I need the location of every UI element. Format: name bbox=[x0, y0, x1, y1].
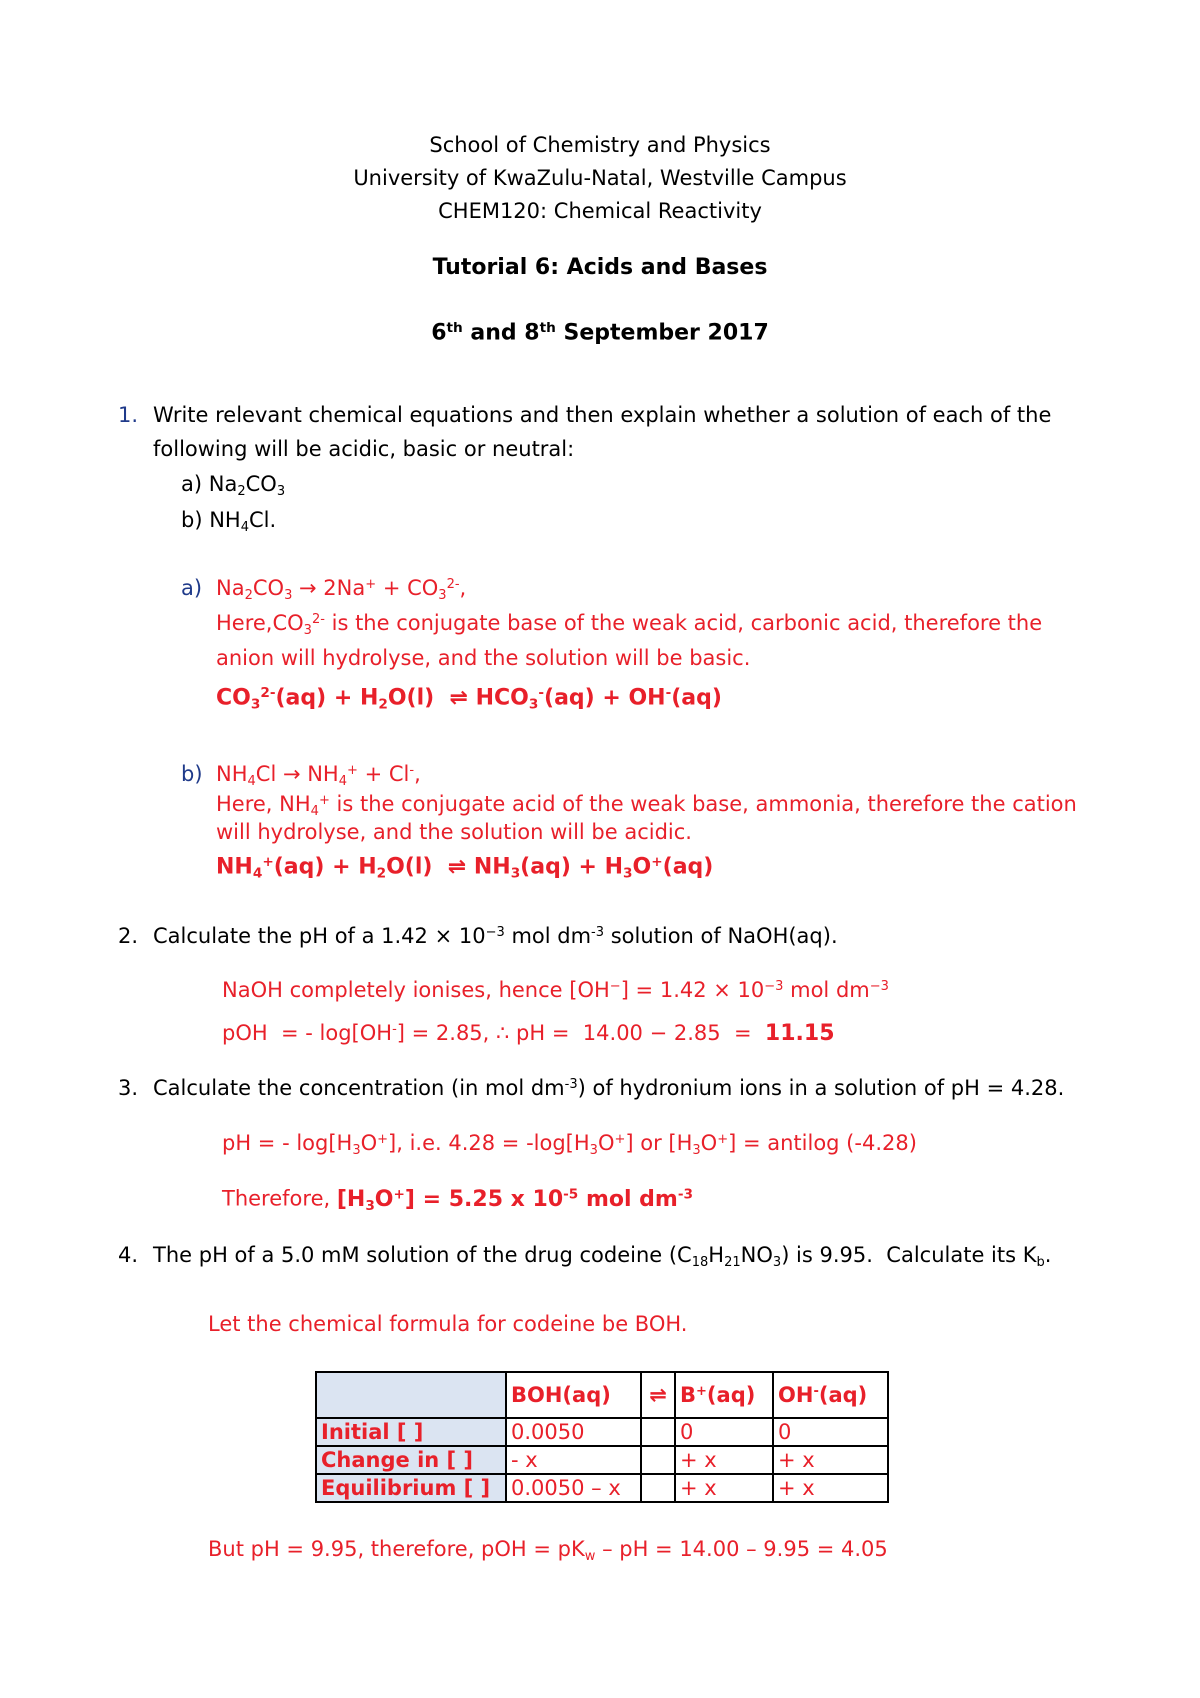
question-2-text: Calculate the pH of a $1.42 \times 10^{-3}$ mol $dm^{-3}$ solution of NaOH(aq). bbox=[153, 924, 838, 948]
answer-1a-label: a) bbox=[181, 576, 203, 600]
answer-1b-reaction: $NH_4^+(aq) + H_2O(l)$ ⇌ $NH_3(aq) + H_3O^+(aq)$ bbox=[216, 854, 714, 882]
school-name: School of Chemistry and Physics bbox=[429, 133, 771, 157]
ice-cell: + x bbox=[773, 1446, 888, 1474]
answer-2-result: 11.15 bbox=[764, 1021, 835, 1046]
question-3-number: 3. bbox=[118, 1076, 139, 1100]
answer-4-line1: Let the chemical formula for codeine be BOH. bbox=[208, 1312, 688, 1336]
question-2-number: 2. bbox=[118, 924, 139, 948]
ice-cell bbox=[641, 1418, 675, 1446]
answer-1b-explanation-2: will hydrolyse, and the solution will be acidic. bbox=[216, 820, 692, 844]
ice-cell: - x bbox=[506, 1446, 641, 1474]
answer-1a-reaction: $CO_3^{2-}(aq) + H_2O(l)$ ⇌ $HCO_3^-(aq) + OH^-(aq)$ bbox=[216, 685, 722, 713]
answer-3-result: $[H_3O^+] = 5.25$ x $10^{-5}$ mol $dm^{-3}$ bbox=[336, 1186, 693, 1214]
answer-1a-explanation-1: $Here,CO_3^{2-}$ is the conjugate base of the weak acid, carbonic acid, therefore the bbox=[216, 611, 1043, 638]
question-1-number: 1. bbox=[118, 403, 139, 427]
ice-cell: + x bbox=[675, 1474, 773, 1502]
answer-1a-equation: $Na_2CO_3 \to 2Na^+ + CO_3^{2-}$, bbox=[216, 576, 467, 603]
answer-1b-label: b) bbox=[181, 762, 203, 786]
table-row bbox=[316, 1474, 888, 1502]
ice-cell bbox=[641, 1474, 675, 1502]
question-1-part-a: a) $Na_2CO_3$ bbox=[181, 472, 286, 499]
ice-cell: + x bbox=[773, 1474, 888, 1502]
ice-row-label: Initial [ ] bbox=[316, 1418, 506, 1446]
answer-3-line2: Therefore, $[H_3O^+] = 5.25$ x $10^{-5}$ mol $dm^{-3}$ bbox=[222, 1186, 693, 1214]
question-1-text-line2: following will be acidic, basic or neutral: bbox=[153, 437, 575, 461]
ice-header-b-plus: B+(aq) bbox=[675, 1372, 773, 1418]
ice-cell: + x bbox=[675, 1446, 773, 1474]
ice-table bbox=[315, 1371, 889, 1503]
ice-cell: 0 bbox=[773, 1418, 888, 1446]
tutorial-date: 6th and 8th September 2017 bbox=[431, 320, 769, 346]
answer-2-line2: pOH = - log[OH-] = 2.85, ∴ pH = 14.00 − 2.85 = 11.15 bbox=[222, 1021, 835, 1046]
answer-1a-explanation-2: anion will hydrolyse, and the solution will be basic. bbox=[216, 646, 751, 670]
question-4-number: 4. bbox=[118, 1243, 139, 1267]
ice-row-label: Change in [ ] bbox=[316, 1446, 506, 1474]
answer-2-line1: NaOH completely ionises, hence $[OH^-] = 1.42 \times 10^{-3}$ mol $dm^{-3}$ bbox=[222, 978, 889, 1002]
answer-4-line2: But pH = 9.95, therefore, pOH = $pK_w$ – pH = 14.00 – 9.95 = 4.05 bbox=[208, 1537, 888, 1564]
ice-cell: 0.0050 – x bbox=[506, 1474, 641, 1502]
question-4-text: The pH of a 5.0 mM solution of the drug codeine $(C_{18}H_{21}NO_3)$ is 9.95. Calculate its $K_b$. bbox=[153, 1243, 1052, 1270]
university-name: University of KwaZulu-Natal, Westville Campus bbox=[353, 166, 847, 190]
question-1-text-line1: Write relevant chemical equations and then explain whether a solution of each of the bbox=[153, 403, 1052, 427]
ice-header-boh: BOH(aq) bbox=[506, 1372, 641, 1418]
table-row bbox=[316, 1446, 888, 1474]
table-row bbox=[316, 1418, 888, 1446]
question-3-text: Calculate the concentration (in mol $dm^{-3}$) of hydronium ions in a solution of pH = 4.28. bbox=[153, 1076, 1065, 1100]
ice-header-oh-minus: OH-(aq) bbox=[773, 1372, 888, 1418]
ice-cell: 0 bbox=[675, 1418, 773, 1446]
ice-header-equilibrium-arrow: ⇌ bbox=[641, 1372, 675, 1418]
ice-table-header bbox=[316, 1372, 888, 1418]
question-1-part-b: b) $NH_4Cl$. bbox=[181, 508, 277, 535]
ice-cell bbox=[641, 1446, 675, 1474]
ice-header-blank bbox=[316, 1372, 506, 1418]
answer-1b-explanation-1: Here, $NH_4^+$ is the conjugate acid of the weak base, ammonia, therefore the cation bbox=[216, 792, 1077, 819]
tutorial-title: Tutorial 6: Acids and Bases bbox=[432, 255, 768, 280]
ice-row-label: Equilibrium [ ] bbox=[316, 1474, 506, 1502]
ice-cell: 0.0050 bbox=[506, 1418, 641, 1446]
answer-1b-equation: $NH_4Cl \to NH_4^+ + Cl^-$, bbox=[216, 762, 421, 789]
answer-3-line1: pH = - $\log[H_3O^+]$, i.e. $4.28 = -\log[H_3O^+]$ or $[H_3O^+]$ = antilog (-4.28) bbox=[222, 1131, 917, 1158]
course-name: CHEM120: Chemical Reactivity bbox=[438, 199, 762, 223]
